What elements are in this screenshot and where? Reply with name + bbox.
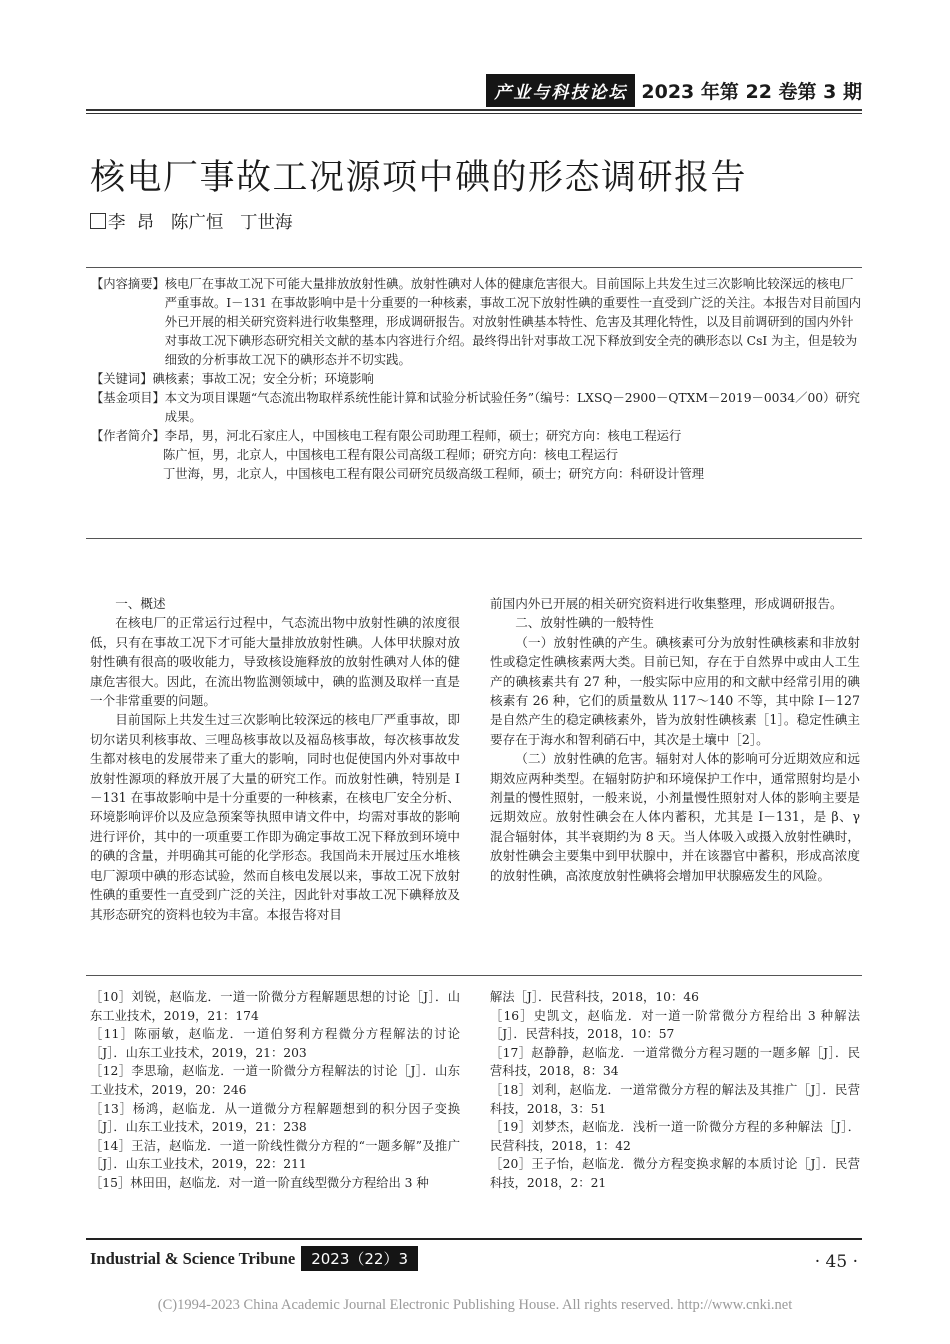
paragraph: 前国内外已开展的相关研究资料进行收集整理，形成调研报告。 <box>490 596 843 611</box>
keywords-label: 【关键词】 <box>91 372 153 386</box>
bio-author3: 丁世海，男，北京人，中国核电工程有限公司研究员级高级工程师，硕士；研究方向：科研设计管理 <box>163 467 705 481</box>
paragraph: （二）放射性碘的危害。辐射对人体的影响可分近期效应和远期效应两种类型。在辐射防护和环境保护工作中，通常照射均是小剂量的慢性照射，一般来说，小剂量慢性照射对人体的影响主要是远期效应。放射性碘会在人体内蓄积，尤其是 I－131，是 β、γ 混合辐射体，其半衰期约为 8 天。当人体吸入或摄入放射性碘时，放射性碘会主要集中到甲状腺中，并在该器官中蓄积，形成高浓度的放射性碘，高浓度放射性碘将会增加甲状腺癌发生的风险。 <box>490 751 860 883</box>
section-heading: 二、放射性碘的一般特性 <box>515 615 654 631</box>
footer-rule <box>86 1238 862 1240</box>
page-number: · 45 · <box>814 1252 858 1272</box>
bio-label: 【作者简介】 <box>91 429 165 443</box>
paragraph: 在核电厂的正常运行过程中，气态流出物中放射性碘的浓度很低，只有在事故工况下才可能大量排放放射性碘。人体甲状腺对放射性碘有很高的吸收能力，导致核设施释放的放射性碘对人体的健康危害很大。因此，在流出物监测领域中，碘的监测及取样一直是一个非常重要的问题。 <box>90 615 460 709</box>
fund <box>91 389 862 427</box>
body-right-column <box>490 594 860 885</box>
article-title: 核电厂事故工况源项中碘的形态调研报告 <box>90 158 748 198</box>
bio-author2: 陈广恒，男，北京人，中国核电工程有限公司高级工程师；研究方向：核电工程运行 <box>163 448 618 462</box>
journal-name-badge: 产业与科技论坛 <box>486 74 635 107</box>
reference-item: ［19］刘梦杰，赵临龙．浅析一道一阶微分方程的多种解法［J］．民营科技，2018，1：42 <box>490 1120 860 1153</box>
body-left-column <box>90 594 460 924</box>
fund-label: 【基金项目】 <box>91 391 165 405</box>
issue-info: 2023 年第 22 卷第 3 期 <box>641 81 862 103</box>
reference-item: 解法［J］．民营科技，2018，10：46 <box>490 990 699 1004</box>
fund-text: 本文为项目课题“气态流出物取样系统性能计算和试验分析试验任务”（编号：LXSQ－2900－QTXM－2019－0034／00）研究成果。 <box>164 391 860 424</box>
keywords <box>91 370 862 389</box>
reference-item: ［16］史凯文，赵临龙．对一道一阶常微分方程给出 3 种解法［J］．民营科技，2018，10：57 <box>490 1008 860 1042</box>
bio-author1: 李昂，男，河北石家庄人，中国核电工程有限公司助理工程师，硕士；研究方向：核电工程运行 <box>164 429 682 443</box>
footer-journal <box>90 1246 418 1271</box>
abstract-top-rule <box>86 267 862 268</box>
author-bio <box>91 427 862 446</box>
abstract-bottom-rule <box>86 538 862 539</box>
copyright-notice: (C)1994-2023 China Academic Journal Electronic Publishing House. All rights reserved. http://www.cnki.net <box>157 1297 793 1313</box>
reference-item: ［10］刘锐，赵临龙．一道一阶微分方程解题思想的讨论［J］．山东工业技术，2019，21：174 <box>90 990 460 1023</box>
header-rule-thin <box>86 113 862 114</box>
reference-item: ［12］李思瑜，赵临龙．一道一阶微分方程解法的讨论［J］．山东工业技术，2019，20：246 <box>90 1064 460 1097</box>
references-divider <box>86 975 862 976</box>
author-names: 李 昂 陈广恒 丁世海 <box>108 213 293 233</box>
square-icon <box>90 213 106 229</box>
article-meta <box>91 275 862 484</box>
year-issue-badge: 2023（22）3 <box>301 1246 418 1271</box>
paragraph: 目前国际上共发生过三次影响比较深远的核电厂严重事故，即切尔诺贝利核事故、三哩岛核事故以及福岛核事故，每次核事故发生都对核电的发展带来了重大的影响，同时也促使国内外对事故中放射性源项的释放开展了大量的研究工作。而放射性碘，特别是 I－131 在事故影响中是十分重要的一种核素，在核电厂安全分析、环境影响评价以及应急预案等执照申请文件中，均需对事故的影响进行评价，其中的一项重要工作即为确定事故工况下释放到环境中的碘的含量，并明确其可能的化学形态。我国尚未开展过压水堆核电厂源项中碘的形态试验，然而自核电发展以来，事故工况下放射性碘的重要性一直受到广泛的关注，因此针对事故工况下碘释放及其形态研究的资料也较为丰富。本报告将对目 <box>90 712 460 922</box>
abstract <box>91 275 862 370</box>
reference-item: ［20］王子怡，赵临龙．微分方程变换求解的本质讨论［J］．民营科技，2018，2：21 <box>490 1157 860 1190</box>
reference-item: ［17］赵静静，赵临龙．一道常微分方程习题的一题多解［J］．民营科技，2018，8：34 <box>490 1045 860 1079</box>
references-left <box>90 988 460 1193</box>
author-line <box>90 209 293 234</box>
reference-item: ［11］陈丽敏，赵临龙．一道伯努利方程微分方程解法的讨论［J］．山东工业技术，2019，21：203 <box>90 1027 460 1060</box>
abstract-label: 【内容摘要】 <box>91 277 165 291</box>
journal-name-english: Industrial & Science Tribune <box>90 1248 296 1268</box>
paragraph: （一）放射性碘的产生。碘核素可分为放射性碘核素和非放射性或稳定性碘核素两大类。目前已知，存在于自然界中或由人工生产的碘核素共有 27 种，一般实际中应用的和文献中经常引用的碘核素有 26 种，它们的质量数从 117～140 不等，其中除 I－127 是自然产生的稳定碘核素外，皆为放射性碘核素［1］。稳定性碘主要存在于海水和智利硝石中，其次是土壤中［2］。 <box>490 634 860 747</box>
section-heading: 一、概述 <box>115 596 166 611</box>
journal-header <box>486 74 862 107</box>
abstract-text: 核电厂在事故工况下可能大量排放放射性碘。放射性碘对人体的健康危害很大。目前国际上共发生过三次影响比较深远的核电厂严重事故。I－131 在事故影响中是十分重要的一种核素，事故工况下放射性碘的重要性一直受到广泛的关注。本报告对目前国内外已开展的相关研究资料进行收集整理，形成调研报告。对放射性碘基本特性、危害及其理化特性，以及目前调研到的国内外针对事故工况下碘形态研究相关文献的基本内容进行介绍。最终得出针对事故工况下释放到安全壳的碘形态以 CsI 为主，但是较为细致的分析事故工况下的碘形态并不切实践。 <box>164 277 862 367</box>
header-rule <box>86 109 862 111</box>
reference-item: ［13］杨鸿，赵临龙．从一道微分方程解题想到的积分因子变换［J］．山东工业技术，2019，21：238 <box>90 1101 460 1135</box>
keywords-text: 碘核素；事故工况；安全分析；环境影响 <box>152 372 374 386</box>
references-right <box>490 988 860 1193</box>
reference-item: ［14］王洁，赵临龙．一道一阶线性微分方程的“一题多解”及推广［J］．山东工业技术，2019，22：211 <box>90 1138 460 1172</box>
reference-item: ［18］刘利，赵临龙．一道常微分方程的解法及其推广［J］．民营科技，2018，3：51 <box>490 1082 860 1116</box>
reference-item: ［15］林田田，赵临龙．对一道一阶直线型微分方程给出 3 种 <box>90 1175 429 1190</box>
